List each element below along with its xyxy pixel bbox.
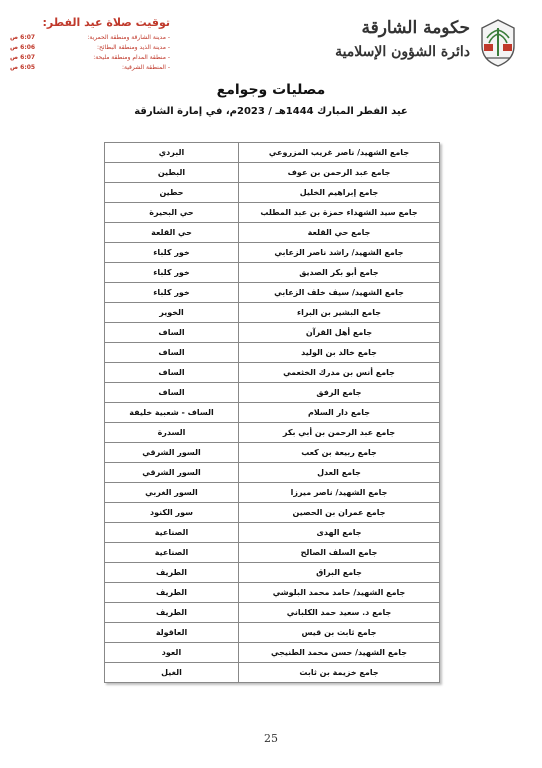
department-name: دائرة الشؤون الإسلامية: [335, 44, 470, 60]
area-name: الطريف: [105, 563, 239, 583]
mosque-name: جامع الشهيد/ ناصر ميرزا: [239, 483, 440, 503]
table-row: [105, 383, 440, 403]
area-name: السور الغربي: [105, 483, 239, 503]
table-row: [105, 163, 440, 183]
mosque-name: جامع الشهيد/ سيف خلف الزعابي: [239, 283, 440, 303]
page-title: مصليات وجوامع: [216, 82, 326, 98]
timing-time: 6:07 ص: [10, 34, 36, 41]
area-name: الساف: [105, 363, 239, 383]
timing-row: [10, 63, 170, 73]
mosque-name: جامع البشير بن البراء: [239, 303, 440, 323]
table-row: [105, 583, 440, 603]
mosque-name: جامع ثابت بن قيس: [239, 623, 440, 643]
table-row: [105, 523, 440, 543]
area-name: الساف: [105, 383, 239, 403]
mosque-name: جامع الشهيد/ حسن محمد الطنيجي: [239, 643, 440, 663]
page-subtitle: عيد الفطر المبارك 1444هـ / 2023م، في إمارة الشارقة: [134, 106, 408, 117]
timing-time: 6:05 ص: [10, 64, 36, 71]
timing-row: [10, 33, 170, 43]
timing-row: [10, 53, 170, 63]
area-name: الساف - شعبية خليفة: [105, 403, 239, 423]
mosque-name: جامع الهدى: [239, 523, 440, 543]
area-name: حي القلعة: [105, 223, 239, 243]
table-row: [105, 343, 440, 363]
table-row: [105, 203, 440, 223]
table-row: [105, 283, 440, 303]
mosque-name: جامع السلف الصالح: [239, 543, 440, 563]
area-name: البردي: [105, 143, 239, 163]
table-row: [105, 603, 440, 623]
mosque-name: جامع الشهيد/ ناصر غريب المزروعي: [239, 143, 440, 163]
area-name: الساف: [105, 343, 239, 363]
timing-region: - المنطقة الشرقية:: [121, 64, 170, 71]
table-row: [105, 363, 440, 383]
area-name: خور كلباء: [105, 243, 239, 263]
mosque-name: جامع عبد الرحمن بن أبي بكر: [239, 423, 440, 443]
timing-row: [10, 43, 170, 53]
timing-region: - منطقة المدام ومنطقة مليحة:: [93, 54, 170, 61]
mosque-name: جامع د. سعيد حمد الكلباني: [239, 603, 440, 623]
mosque-name: جامع الشهيد/ حامد محمد البلوشي: [239, 583, 440, 603]
sharjah-emblem-icon: [476, 16, 520, 68]
table-row: [105, 443, 440, 463]
area-name: حي البحيرة: [105, 203, 239, 223]
mosque-name: جامع أنس بن مدرك الخثعمي: [239, 363, 440, 383]
table-row: [105, 463, 440, 483]
table-row: [105, 243, 440, 263]
area-name: خور كلباء: [105, 283, 239, 303]
area-name: السور الشرقي: [105, 443, 239, 463]
area-name: الطريف: [105, 583, 239, 603]
timing-title: توقيت صلاة عيد الفطر:: [42, 16, 170, 29]
timing-region: - مدينة الذيد ومنطقة البطائح:: [96, 44, 170, 51]
area-name: سور الكنود: [105, 503, 239, 523]
area-name: حطين: [105, 183, 239, 203]
mosque-name: جامع عبد الرحمن بن عوف: [239, 163, 440, 183]
timing-time: 6:07 ص: [10, 54, 36, 61]
mosque-name: جامع البراق: [239, 563, 440, 583]
mosque-name: جامع دار السلام: [239, 403, 440, 423]
mosques-table: [104, 142, 440, 683]
table-row: [105, 323, 440, 343]
mosque-name: جامع حي القلعة: [239, 223, 440, 243]
area-name: الغيل: [105, 663, 239, 683]
area-name: الطريف: [105, 603, 239, 623]
table-row: [105, 263, 440, 283]
area-name: العود: [105, 643, 239, 663]
table-row: [105, 643, 440, 663]
table-row: [105, 183, 440, 203]
table-row: [105, 483, 440, 503]
mosque-name: جامع أبو بكر الصديق: [239, 263, 440, 283]
table-row: [105, 303, 440, 323]
mosque-name: جامع أهل القرآن: [239, 323, 440, 343]
timing-time: 6:06 ص: [10, 44, 36, 51]
area-name: الساف: [105, 323, 239, 343]
mosque-name: جامع خزيمة بن ثابت: [239, 663, 440, 683]
area-name: السدرة: [105, 423, 239, 443]
mosque-name: جامع العدل: [239, 463, 440, 483]
table-row: [105, 563, 440, 583]
table-row: [105, 623, 440, 643]
mosque-name: جامع الشهيد/ راشد ناصر الزعابي: [239, 243, 440, 263]
area-name: العاقولة: [105, 623, 239, 643]
mosque-name: جامع ربيعة بن كعب: [239, 443, 440, 463]
timing-region: - مدينة الشارقة ومنطقة الحمرية:: [87, 34, 170, 41]
mosque-name: جامع إبراهيم الخليل: [239, 183, 440, 203]
table-row: [105, 423, 440, 443]
area-name: الصناعية: [105, 543, 239, 563]
table-row: [105, 403, 440, 423]
table-row: [105, 543, 440, 563]
table-row: [105, 663, 440, 683]
government-name: حكومة الشارقة: [361, 18, 470, 38]
header: [280, 14, 520, 74]
eid-prayer-timing: [10, 16, 170, 73]
page-number: 25: [264, 732, 278, 745]
area-name: خور كلباء: [105, 263, 239, 283]
area-name: الصناعية: [105, 523, 239, 543]
table-row: [105, 143, 440, 163]
mosque-name: جامع خالد بن الوليد: [239, 343, 440, 363]
table-row: [105, 503, 440, 523]
mosque-name: جامع الرفق: [239, 383, 440, 403]
mosque-name: جامع عمران بن الحصين: [239, 503, 440, 523]
area-name: البطين: [105, 163, 239, 183]
table-row: [105, 223, 440, 243]
area-name: الخوير: [105, 303, 239, 323]
area-name: السور الشرقي: [105, 463, 239, 483]
mosque-name: جامع سيد الشهداء حمزة بن عبد المطلب: [239, 203, 440, 223]
